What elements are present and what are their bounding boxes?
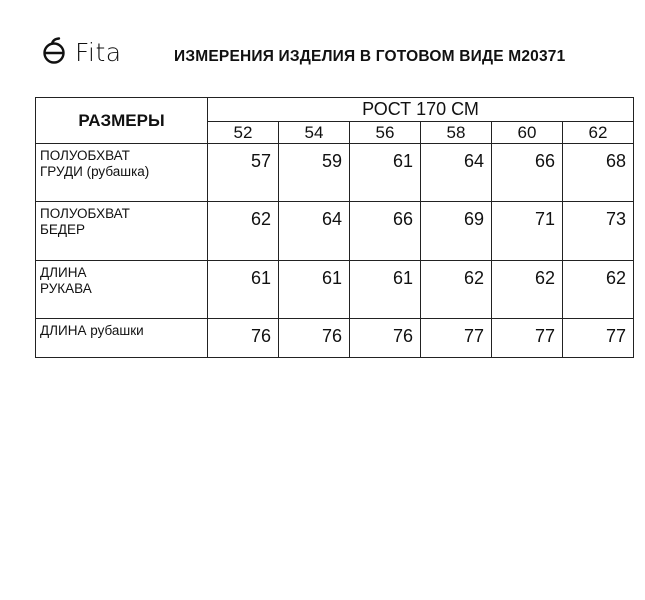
size-header-cell: 58 — [421, 122, 492, 144]
document-title: ИЗМЕРЕНИЯ ИЗДЕЛИЯ В ГОТОВОМ ВИДЕ М20371 — [174, 48, 566, 65]
table-row — [36, 319, 634, 358]
measurement-cell: 62 — [563, 261, 634, 319]
sizes-header: РАЗМЕРЫ — [36, 98, 208, 144]
table-row — [36, 144, 634, 202]
measurement-cell: 77 — [492, 319, 563, 358]
measurement-cell: 76 — [208, 319, 279, 358]
size-header-cell: 54 — [279, 122, 350, 144]
measurement-cell: 61 — [279, 261, 350, 319]
measurement-cell: 66 — [350, 202, 421, 261]
measurement-cell: 69 — [421, 202, 492, 261]
measurement-cell: 62 — [492, 261, 563, 319]
measurement-cell: 57 — [208, 144, 279, 202]
measurement-cell: 68 — [563, 144, 634, 202]
size-header-cell: 60 — [492, 122, 563, 144]
brand-name: Fita — [75, 37, 122, 67]
table-row — [36, 261, 634, 319]
table-header-row — [36, 98, 634, 122]
measurement-cell: 62 — [208, 202, 279, 261]
measurement-cell: 66 — [492, 144, 563, 202]
measurement-cell: 77 — [563, 319, 634, 358]
measurement-cell: 73 — [563, 202, 634, 261]
row-label: ПОЛУОБХВАТ БЕДЕР — [36, 202, 208, 261]
size-header-cell: 56 — [350, 122, 421, 144]
measurement-cell: 64 — [279, 202, 350, 261]
height-header: РОСТ 170 СМ — [208, 98, 634, 122]
measurement-cell: 59 — [279, 144, 350, 202]
size-table — [35, 97, 634, 358]
measurement-cell: 61 — [350, 144, 421, 202]
row-label: ДЛИНА рубашки — [36, 319, 208, 358]
measurement-cell: 61 — [350, 261, 421, 319]
measurement-cell: 62 — [421, 261, 492, 319]
measurement-cell: 76 — [350, 319, 421, 358]
size-header-cell: 62 — [563, 122, 634, 144]
measurement-cell: 64 — [421, 144, 492, 202]
row-label: ПОЛУОБХВАТ ГРУДИ (рубашка) — [36, 144, 208, 202]
measurement-cell: 71 — [492, 202, 563, 261]
fita-logo-icon — [36, 34, 72, 70]
table-row — [36, 202, 634, 261]
measurement-cell: 61 — [208, 261, 279, 319]
brand-logo — [36, 34, 122, 70]
measurement-cell: 77 — [421, 319, 492, 358]
row-label: ДЛИНА РУКАВА — [36, 261, 208, 319]
measurement-cell: 76 — [279, 319, 350, 358]
page-header — [36, 34, 636, 74]
size-header-cell: 52 — [208, 122, 279, 144]
